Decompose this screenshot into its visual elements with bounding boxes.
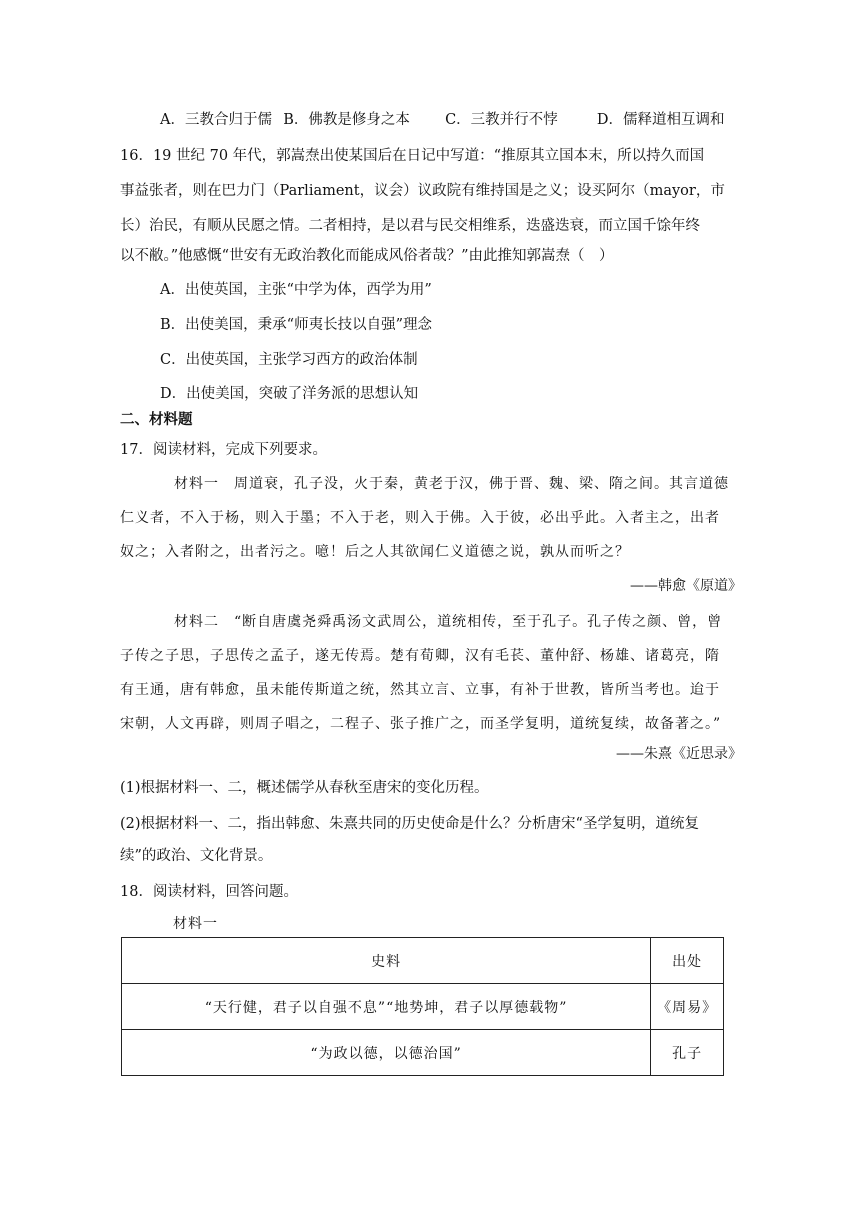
table-header-cell: 出处 [651,938,724,984]
q15-option-b: B．佛教是修身之本 [283,112,410,128]
table-header-row [122,938,724,984]
q16-stem-line: 16．19 世纪 70 年代，郭嵩焘出使某国后在日记中写道：“推原其立国本末，所以持久而国 [120,148,705,164]
q18-material-label: 材料一 [173,916,218,932]
q17-material2-line: 宋朝，人文再辟，则周子唱之，二程子、张子推广之，而圣学复明，道统复续，故备著之。” [120,716,722,732]
q15-option-d: D．儒释道相互调和 [596,112,725,128]
q17-source1: ——韩愈《原道》 [630,578,742,594]
table-row [122,1030,724,1076]
q15-option-a: A．三教合归于儒 [160,112,272,128]
section-title: 二、材料题 [120,411,193,428]
table-row [122,984,724,1030]
q16-option-b: B．出使美国，秉承“师夷长技以自强”理念 [160,317,432,333]
q16-option-a: A．出使英国，主张“中学为体，西学为用” [160,282,432,298]
q16-stem-line: 长）治民，有顺从民愿之情。二者相持，是以君与民交相维系，迭盛迭衰，而立国千馀年终 [120,218,700,234]
q15-option-c: C．三教并行不悖 [445,112,558,128]
q16-option-d: D．出使美国，突破了洋务派的思想认知 [160,386,419,402]
q17-material2-line: 材料二 “断自唐虞尧舜禹汤文武周公，道统相传，至于孔子。孔子传之颜、曾，曾 [174,614,723,630]
table-cell: 孔子 [651,1030,724,1076]
table-cell: “天行健，君子以自强不息”“地势坤，君子以厚德载物” [122,984,651,1030]
q15-options [160,110,725,130]
q17-material1-line: 仁义者，不入于杨，则入于墨；不入于老，则入于佛。入于彼，必出乎此。入者主之，出者 [120,510,720,526]
q17-material2-line: 有王通，唐有韩愈，虽未能传斯道之统，然其立言、立事，有补于世教，皆所当考也。迨于 [120,682,720,698]
source-table [121,937,724,1076]
q16-option-c: C．出使英国，主张学习西方的政治体制 [160,352,418,368]
q17-source2: ——朱熹《近思录》 [616,746,742,762]
table-header-cell: 史料 [122,938,651,984]
q16-stem-line: 以不敝。”他感慨“世安有无政治教化而能成风俗者哉？”由此推知郭嵩焘（ ） [120,248,614,264]
q17-stem: 17．阅读材料，完成下列要求。 [120,442,327,458]
q18-stem: 18．阅读材料，回答问题。 [120,884,298,900]
q17-sub2-line: 续”的政治、文化背景。 [120,848,273,864]
q17-material1-line: 奴之；入者附之，出者污之。噫！后之人其欲闻仁义道德之说，孰从而听之？ [120,544,630,560]
q17-sub1: (1)根据材料一、二，概述儒学从春秋至唐宋的变化历程。 [120,780,489,796]
table-cell: 《周易》 [651,984,724,1030]
q17-sub2-line: (2)根据材料一、二，指出韩愈、朱熹共同的历史使命是什么？分析唐宋“圣学复明，道统复 [120,816,699,832]
table-cell: “为政以德，以德治国” [122,1030,651,1076]
q17-material2-line: 子传之子思，子思传之孟子，遂无传焉。楚有荀卿，汉有毛苌、董仲舒、杨雄、诸葛亮，隋 [120,648,720,664]
q17-material1-line: 材料一 周道衰，孔子没，火于秦，黄老于汉，佛于晋、魏、梁、隋之间。其言道德 [174,476,729,492]
q16-stem-line: 事益张者，则在巴力门（Parliament，议会）议政院有维持国是之义；设买阿尔（mayor，市 [120,183,725,199]
